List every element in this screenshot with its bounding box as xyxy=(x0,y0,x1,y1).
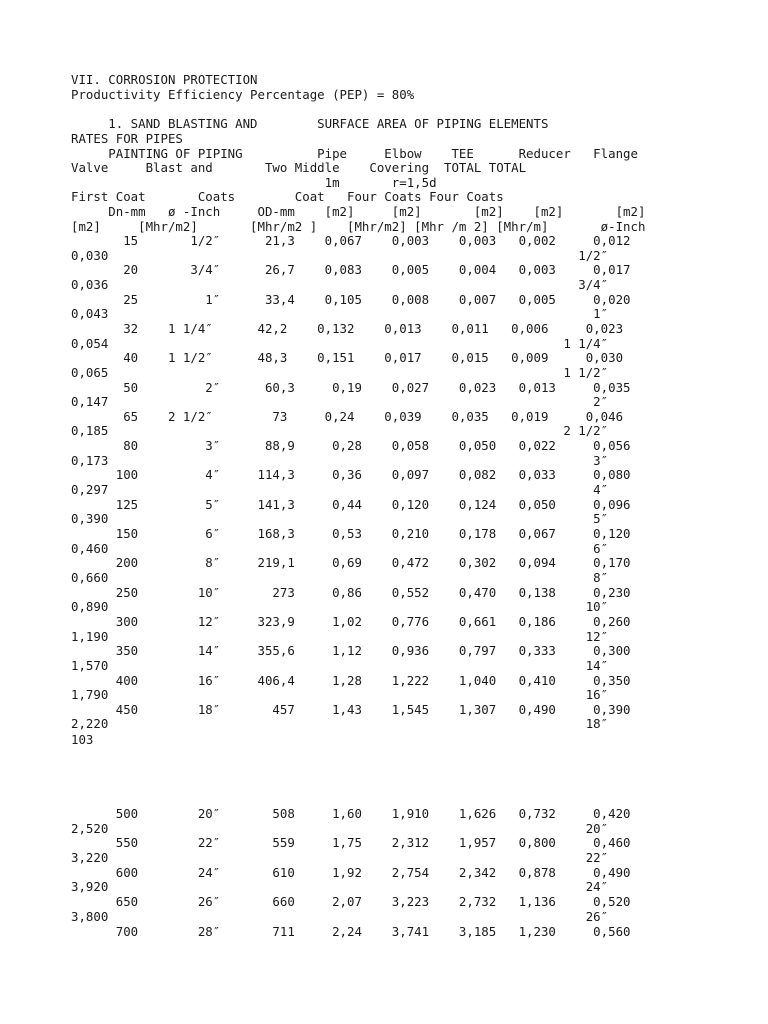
table-row-continuation: 0,460 6″ xyxy=(71,540,609,556)
table-row: 40 1 1/2″ 48,3 0,151 0,017 0,015 0,009 0,030 xyxy=(71,350,624,366)
table-row-continuation: 0,660 8″ xyxy=(71,569,609,585)
table-row-continuation: 0,054 1 1/4″ xyxy=(71,335,609,351)
section-title: VII. CORROSION PROTECTION xyxy=(71,72,258,87)
table-row: 125 5″ 141,3 0,44 0,120 0,124 0,050 0,096 xyxy=(71,496,631,512)
table-row: 65 2 1/2″ 73 0,24 0,039 0,035 0,019 0,046 xyxy=(71,408,624,424)
table-row: 20 3/4″ 26,7 0,083 0,005 0,004 0,003 0,017 xyxy=(71,262,631,278)
table-row-continuation: 3,920 24″ xyxy=(71,879,609,895)
table-row-continuation: 3,800 26″ xyxy=(71,908,609,924)
page-number: 103 xyxy=(71,732,94,747)
table-row-continuation: 0,890 10″ xyxy=(71,599,609,615)
header-line: RATES FOR PIPES xyxy=(71,131,183,146)
table-row-continuation: 1,190 12″ xyxy=(71,628,609,644)
table-row-continuation: 0,297 4″ xyxy=(71,482,609,497)
table-row-continuation: 0,030 1/2″ xyxy=(71,247,609,263)
header-line: Dn-mm ø -Inch OD-mm [m2] [m2] [m2] [m2] [m2] xyxy=(71,204,646,219)
header-line: Valve Blast and Two Middle Covering TOTAL TOTAL xyxy=(71,160,527,175)
table-row: 250 10″ 273 0,86 0,552 0,470 0,138 0,230 xyxy=(71,584,631,600)
table-row: 300 12″ 323,9 1,02 0,776 0,661 0,186 0,260 xyxy=(71,613,631,629)
table-row-continuation: 0,185 2 1/2″ xyxy=(71,423,609,439)
table-row: 500 20″ 508 1,60 1,910 1,626 0,732 0,420 xyxy=(71,806,631,821)
table-row: 32 1 1/4″ 42,2 0,132 0,013 0,011 0,006 0,023 xyxy=(71,320,624,336)
table-row-continuation: 3,220 22″ xyxy=(71,850,609,865)
table-row-continuation: 0,147 2″ xyxy=(71,394,609,410)
pep-line: Productivity Efficiency Percentage (PEP) = 80% xyxy=(71,87,415,102)
table-row: 400 16″ 406,4 1,28 1,222 1,040 0,410 0,350 xyxy=(71,672,631,688)
table-row-continuation: 0,065 1 1/2″ xyxy=(71,364,609,380)
table-row: 80 3″ 88,9 0,28 0,058 0,050 0,022 0,056 xyxy=(71,438,631,454)
table-row-continuation: 1,570 14″ xyxy=(71,657,609,673)
table-row: 350 14″ 355,6 1,12 0,936 0,797 0,333 0,300 xyxy=(71,643,631,659)
table-row-continuation: 0,043 1″ xyxy=(71,306,609,322)
table-row: 200 8″ 219,1 0,69 0,472 0,302 0,094 0,170 xyxy=(71,555,631,571)
table-row: 600 24″ 610 1,92 2,754 2,342 0,878 0,490 xyxy=(71,864,631,880)
table-row-continuation: 2,220 18″ xyxy=(71,716,609,732)
table-row: 550 22″ 559 1,75 2,312 1,957 0,800 0,460 xyxy=(71,835,631,851)
header-line: PAINTING OF PIPING Pipe Elbow TEE Reducer Flange xyxy=(71,146,638,161)
header-line: 1m r=1,5d xyxy=(71,175,437,190)
table-row: 15 1/2″ 21,3 0,067 0,003 0,003 0,002 0,012 xyxy=(71,233,631,248)
table-row: 450 18″ 457 1,43 1,545 1,307 0,490 0,390 xyxy=(71,701,631,717)
table-row-continuation: 0,390 5″ xyxy=(71,511,609,527)
table-row: 25 1″ 33,4 0,105 0,008 0,007 0,005 0,020 xyxy=(71,291,631,307)
header-line: First Coat Coats Coat Four Coats Four Coats xyxy=(71,189,504,204)
table-row: 150 6″ 168,3 0,53 0,210 0,178 0,067 0,120 xyxy=(71,526,631,541)
table-row-continuation: 0,036 3/4″ xyxy=(71,276,609,292)
table-row: 700 28″ 711 2,24 3,741 3,185 1,230 0,560 xyxy=(71,923,631,939)
table-row: 50 2″ 60,3 0,19 0,027 0,023 0,013 0,035 xyxy=(71,379,631,395)
table-row: 100 4″ 114,3 0,36 0,097 0,082 0,033 0,080 xyxy=(71,467,631,483)
table-row-continuation: 1,790 16″ xyxy=(71,687,609,703)
table-row: 650 26″ 660 2,07 3,223 2,732 1,136 0,520 xyxy=(71,894,631,910)
table-row-continuation: 2,520 20″ xyxy=(71,820,609,836)
header-line: [m2] [Mhr/m2] [Mhr/m2 ] [Mhr/m2] [Mhr /m 2] [Mhr/m] ø-Inch xyxy=(71,219,646,234)
table-row-continuation: 0,173 3″ xyxy=(71,452,609,468)
header-line: 1. SAND BLASTING AND SURFACE AREA OF PIPING ELEMENTS xyxy=(71,116,549,131)
